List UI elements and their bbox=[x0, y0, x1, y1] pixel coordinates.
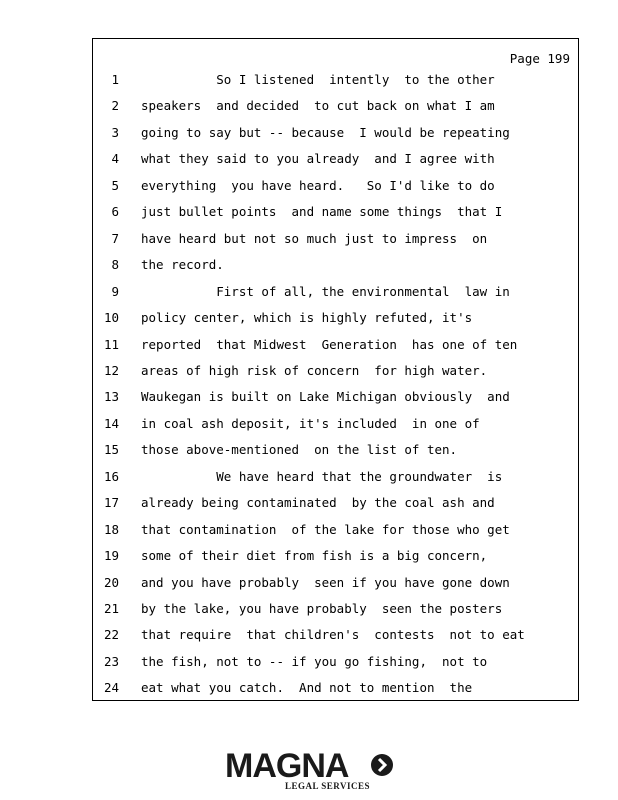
transcript-line: Waukegan is built on Lake Michigan obviously and bbox=[141, 389, 510, 405]
line-number: 1 bbox=[111, 72, 119, 87]
transcript-line: policy center, which is highly refuted, it's bbox=[141, 310, 473, 326]
line-number: 7 bbox=[111, 230, 119, 246]
line-number: 17 bbox=[103, 495, 119, 511]
transcript-line: that require that children's contests not to eat bbox=[141, 627, 525, 643]
transcript-line: everything you have heard. So I'd like to do bbox=[141, 177, 495, 193]
line-number: 8 bbox=[111, 257, 119, 273]
line-number: 4 bbox=[111, 151, 119, 167]
transcript-line: just bullet points and name some things that I bbox=[141, 204, 503, 220]
transcript-line: reported that Midwest Generation has one of ten bbox=[141, 336, 518, 352]
magna-logo bbox=[225, 748, 395, 792]
logo-wordmark: MAGNA bbox=[225, 747, 349, 785]
line-number: 20 bbox=[103, 574, 119, 590]
line-number: 3 bbox=[111, 124, 119, 140]
transcript-line: and you have probably seen if you have gone down bbox=[141, 574, 510, 590]
line-number: 11 bbox=[103, 336, 119, 352]
line-number: 14 bbox=[103, 415, 119, 431]
line-number: 23 bbox=[103, 653, 119, 669]
transcript-line: those above-mentioned on the list of ten. bbox=[141, 442, 458, 458]
line-number: 6 bbox=[111, 204, 119, 220]
line-number: 9 bbox=[111, 283, 119, 299]
chevron-right-circle-icon bbox=[371, 754, 393, 776]
transcript-line: First of all, the environmental law in bbox=[141, 283, 510, 299]
transcript-line: speakers and decided to cut back on what I am bbox=[141, 98, 495, 114]
transcript-line: the fish, not to -- if you go fishing, not to bbox=[141, 653, 488, 669]
page-number: Page 199 bbox=[509, 51, 570, 66]
line-number: 21 bbox=[103, 601, 119, 616]
transcript-line: eat what you catch. And not to mention the bbox=[141, 680, 473, 696]
line-number: 5 bbox=[111, 177, 119, 193]
transcript-line: some of their diet from fish is a big concern, bbox=[141, 548, 488, 564]
line-number: 10 bbox=[103, 310, 119, 326]
transcript-line: have heard but not so much just to impress on bbox=[141, 230, 488, 246]
transcript-line: in coal ash deposit, it's included in one of bbox=[141, 415, 480, 431]
logo-subtitle: LEGAL SERVICES bbox=[285, 781, 370, 791]
line-number: 16 bbox=[103, 468, 119, 484]
transcript-line: that contamination of the lake for those who get bbox=[141, 521, 510, 537]
line-number: 24 bbox=[103, 680, 119, 696]
transcript-line: by the lake, you have probably seen the posters bbox=[141, 601, 503, 616]
transcript-line: the record. bbox=[141, 257, 224, 273]
transcript-line: So I listened intently to the other bbox=[141, 72, 495, 87]
transcript-line: areas of high risk of concern for high water. bbox=[141, 362, 488, 378]
line-number: 15 bbox=[103, 442, 119, 458]
line-number: 12 bbox=[103, 362, 119, 378]
line-number: 22 bbox=[103, 627, 119, 643]
line-number: 19 bbox=[103, 548, 119, 564]
line-number: 2 bbox=[111, 98, 119, 114]
line-number: 13 bbox=[103, 389, 119, 405]
transcript-line: We have heard that the groundwater is bbox=[141, 468, 503, 484]
transcript-line: going to say but -- because I would be repeating bbox=[141, 124, 510, 140]
line-number: 18 bbox=[103, 521, 119, 537]
transcript-page bbox=[92, 38, 579, 701]
transcript-line: what they said to you already and I agree with bbox=[141, 151, 495, 167]
transcript-line: already being contaminated by the coal ash and bbox=[141, 495, 495, 511]
